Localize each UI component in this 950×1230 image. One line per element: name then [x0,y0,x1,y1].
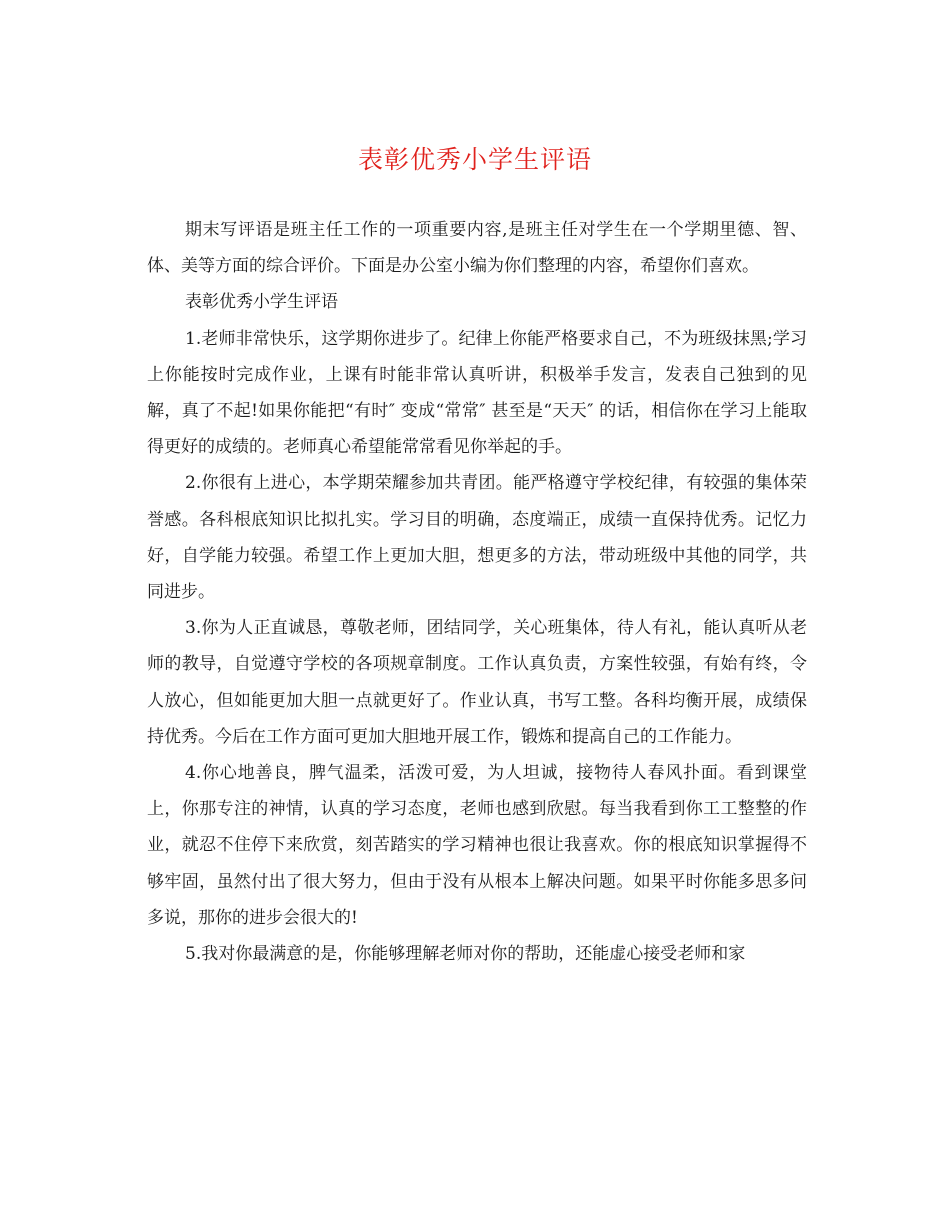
document-title: 表彰优秀小学生评语 [357,145,592,174]
document-body [147,212,807,972]
comment-paragraph-5: 5.我对你最满意的是，你能够理解老师对你的帮助，还能虚心接受老师和家 [185,944,746,965]
comment-paragraph-3: 3.你为人正直诚恳，尊敬老师，团结同学，关心班集体，待人有礼，能认真听从老师的教导，自觉遵守学校的各项规章制度。工作认真负责，方案性较强，有始有终，令人放心，但如能更加大胆一点就更好了。作业认真，书写工整。各科均衡开展，成绩保持优秀。今后在工作方面可更加大胆地开展工作，锻炼和提高自己的工作能力。 [147,618,807,747]
section-heading: 表彰优秀小学生评语 [185,292,338,313]
intro-paragraph: 期末写评语是班主任工作的一项重要内容,是班主任对学生在一个学期里德、智、体、美等方面的综合评价。下面是办公室小编为你们整理的内容，希望你们喜欢。 [147,220,807,277]
comment-paragraph-4: 4.你心地善良，脾气温柔，活泼可爱，为人坦诚，接物待人春风扑面。看到课堂上，你那专注的神情，认真的学习态度，老师也感到欣慰。每当我看到你工工整整的作业，就忍不住停下来欣赏，刻苦踏实的学习精神也很让我喜欢。你的根底知识掌握得不够牢固，虽然付出了很大努力，但由于没有从根本上解决问题。如果平时你能多思多问多说，那你的进步会很大的! [147,763,807,928]
comment-paragraph-2: 2.你很有上进心，本学期荣耀参加共青团。能严格遵守学校纪律，有较强的集体荣誉感。各科根底知识比拟扎实。学习目的明确，态度端正，成绩一直保持优秀。记忆力好，自学能力较强。希望工作上更加大胆，想更多的方法，带动班级中其他的同学，共同进步。 [147,473,807,603]
comment-paragraph-1: 1.老师非常快乐，这学期你进步了。纪律上你能严格要求自己，不为班级抹黑;学习上你能按时完成作业，上课有时能非常认真听讲，积极举手发言，发表自己独到的见解，真了不起!如果你能把“有时″ 变成“常常″ 甚至是“天天″ 的话，相信你在学习上能取得更好的成绩的。老师真心希望能常常看见你举起的手。 [147,328,807,458]
